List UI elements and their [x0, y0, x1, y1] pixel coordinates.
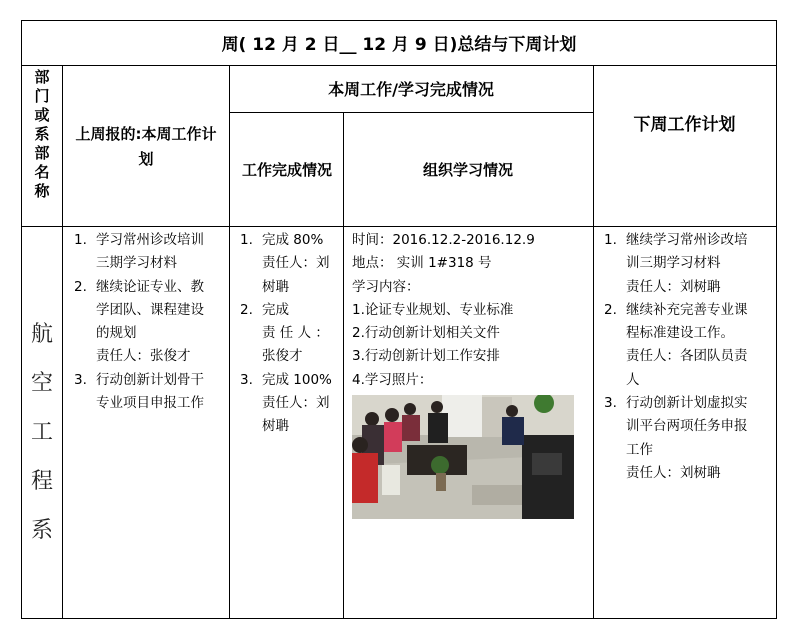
- list-line: 人: [626, 371, 640, 388]
- list-number: 2.: [240, 301, 253, 318]
- list-number: 3.: [74, 371, 87, 388]
- list-line: 完成 80%: [262, 232, 324, 248]
- list-line: 责任人：刘: [262, 255, 330, 272]
- subheader-divider: [229, 112, 593, 113]
- table-border-right: [776, 20, 777, 619]
- department-name: [23, 310, 61, 555]
- study-line: 4.学习照片：: [352, 371, 433, 388]
- table-border-bottom: [21, 618, 777, 619]
- study-content: [352, 229, 590, 392]
- study-photo: [352, 395, 574, 519]
- list-item: [236, 369, 342, 439]
- list-line: 训平台两项任务申报: [626, 418, 748, 435]
- department-name-char: 程: [30, 469, 53, 494]
- list-line: 行动创新计划虚拟实: [626, 395, 748, 412]
- this-week-header: 本周工作/学习完成情况: [328, 79, 494, 99]
- department-header-char: 门: [34, 87, 50, 105]
- study-line: 2.行动创新计划相关文件: [352, 325, 500, 342]
- list-number: 1.: [240, 232, 253, 248]
- completion-list: [236, 229, 342, 439]
- list-line: 的规划: [96, 325, 137, 342]
- list-number: 1.: [74, 232, 87, 248]
- study-line: 3.行动创新计划工作安排: [352, 348, 500, 365]
- department-header: [23, 68, 61, 201]
- study-line: 地点： 实训 1#318 号: [352, 255, 492, 272]
- list-line: 树聃: [262, 418, 289, 435]
- list-number: 1.: [604, 232, 617, 248]
- last-week-plan-header: 上周报的:本周工作计划: [75, 125, 217, 168]
- list-line: 责任人：刘树聃: [626, 278, 721, 295]
- column-divider-4: [593, 65, 594, 619]
- department-header-char: 名: [34, 163, 50, 181]
- list-line: 三期学习材料: [96, 255, 177, 272]
- department-header-char: 系: [34, 125, 50, 143]
- list-line: 工作: [626, 441, 653, 458]
- list-line: 学团队、课程建设: [96, 301, 204, 318]
- list-line: 责任人：各团队员责: [626, 348, 748, 365]
- study-header: 组织学习情况: [422, 160, 513, 179]
- department-name-char: 航: [30, 322, 53, 347]
- list-line: 训三期学习材料: [626, 255, 721, 272]
- department-name-char: 工: [30, 420, 53, 445]
- study-line: 时间：2016.12.2-2016.12.9: [352, 232, 535, 248]
- list-item: [70, 229, 228, 276]
- page-title: 周( 12 月 2 日__ 12 月 9 日)总结与下周计划: [221, 34, 577, 55]
- list-line: 继续补充完善专业课: [626, 301, 748, 318]
- list-line: 责任人：张俊才: [96, 348, 191, 365]
- list-item: [600, 299, 774, 392]
- list-line: 责任人：刘: [262, 395, 330, 412]
- header-divider: [21, 226, 777, 227]
- table-border-left: [21, 20, 22, 619]
- list-line: 专业项目申报工作: [96, 395, 204, 412]
- list-line: 张俊才: [262, 348, 303, 365]
- next-week-header: 下周工作计划: [633, 114, 736, 135]
- study-line: 1.论证专业规划、专业标准: [352, 301, 514, 318]
- department-header-char: 部: [34, 68, 50, 86]
- study-line: 学习内容：: [352, 278, 420, 295]
- list-number: 3.: [604, 395, 617, 412]
- list-number: 2.: [604, 301, 617, 318]
- column-divider-2: [229, 65, 230, 619]
- list-number: 2.: [74, 278, 87, 295]
- list-item: [236, 299, 342, 369]
- next-week-list: [600, 229, 774, 485]
- last-week-plan-list: [70, 229, 228, 415]
- list-line: 树聃: [262, 278, 289, 295]
- list-item: [70, 369, 228, 416]
- department-name-char: 系: [30, 518, 53, 543]
- list-number: 3.: [240, 371, 253, 388]
- list-item: [236, 229, 342, 299]
- list-item: [70, 276, 228, 369]
- list-line: 继续学习常州诊改培: [626, 232, 748, 248]
- department-header-char: 称: [34, 182, 50, 200]
- list-line: 学习常州诊改培训: [96, 232, 204, 248]
- list-line: 程标准建设工作。: [626, 325, 734, 342]
- column-divider-1: [62, 65, 63, 619]
- list-line: 完成: [262, 301, 289, 318]
- list-line: 责 任 人 ：: [262, 325, 329, 342]
- list-line: 责任人：刘树聃: [626, 464, 721, 481]
- list-line: 行动创新计划骨干: [96, 371, 204, 388]
- department-header-char: 部: [34, 144, 50, 162]
- list-line: 完成 100%: [262, 371, 332, 388]
- department-name-char: 空: [30, 371, 53, 396]
- completion-header: 工作完成情况: [241, 160, 332, 179]
- department-header-char: 或: [34, 106, 50, 124]
- list-line: 继续论证专业、教: [96, 278, 204, 295]
- list-item: [600, 229, 774, 299]
- list-item: [600, 392, 774, 485]
